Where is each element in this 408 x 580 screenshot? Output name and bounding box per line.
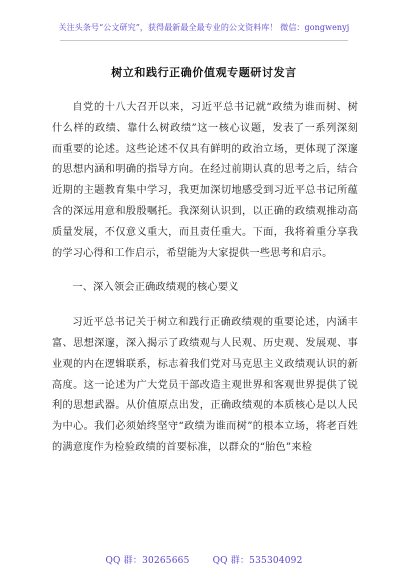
intro-paragraph: 自党的十八大召开以来，习近平总书记就“政绩为谁而树、树什么样的政绩、靠什么树政绩”这一核心议题，发表了一系列深刻而重要的论述。这些论述不仅具有鲜明的政治立场，更体现了深邃的思想内涵和明确的指导方向。在经过前期认真的思考之后，结合近期的主题教育集中学习，我更加深切地感受到习近平总书记所蕴含的深远用意和殷殷嘱托。我深刻认识到，以正确的政绩观推动高质量发展，不仅意义重大，而且责任重大。下面，我将着重分享我的学习心得和工作启示，希望能为大家提供一些思考和启示。	[52, 102, 358, 259]
document-body	[52, 98, 358, 459]
document-title: 树立和践行正确价值观专题研讨发言	[111, 66, 297, 79]
footer-qq-group-2: QQ 群：535304092	[212, 556, 303, 566]
section-paragraph: 习近平总书记关于树立和践行正确政绩观的重要论述，内涵丰富、思想深邃，深入揭示了政绩观与人民观、历史观、发展观、事业观的内在逻辑联系，标志着我们党对马克思主义政绩观认识的新高度。这一论述为广大党员干部改造主观世界和客观世界提供了锐利的思想武器。从价值原点出发，正确政绩观的本质核心是以人民为中心。我们必须始终坚守“政绩为谁而树”的根本立场，将老百姓的满意度作为检验政绩的首要标准，以群众的“胎色”来检	[52, 317, 358, 453]
footer-qq-group-1: QQ 群：30265665	[105, 556, 190, 566]
header-divider	[60, 40, 348, 41]
footer-contacts	[0, 553, 408, 566]
section-heading: 一、深入领会正确政绩观的核心要义	[72, 282, 239, 294]
promo-header: 关注头条号“公文研究”，获得最新最全最专业的公文资料库！ 微信：gongwenyj	[58, 23, 350, 32]
